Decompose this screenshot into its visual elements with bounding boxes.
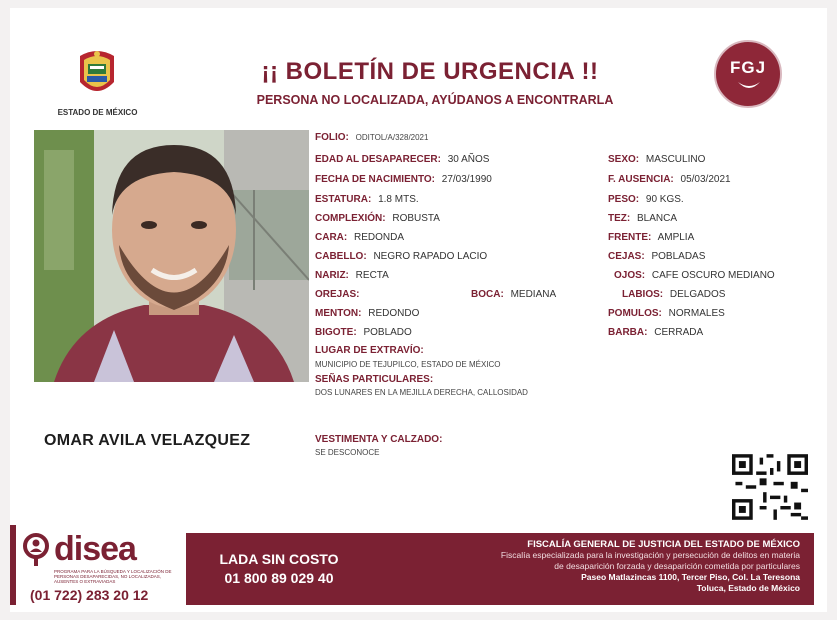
footer-bar [10, 525, 827, 605]
field-bigote [315, 327, 412, 338]
field-ausencia [608, 174, 731, 185]
odisea-wordmark: disea [54, 530, 136, 568]
field-label: PESO: [608, 194, 640, 205]
field-tez [608, 213, 677, 224]
field-label: CABELLO: [315, 251, 367, 262]
field-label: CARA: [315, 232, 348, 243]
field-label: FECHA DE NACIMIENTO: [315, 174, 435, 185]
field-label: ESTATURA: [315, 194, 372, 205]
bulletin-sheet [10, 8, 827, 612]
field-label: SEXO: [608, 154, 640, 165]
odisea-logo-block [10, 525, 178, 605]
field-value: POBLADAS [651, 251, 706, 262]
field-vestimenta [315, 434, 446, 445]
field-senas-value: DOS LUNARES EN LA MEJILLA DERECHA, CALLOSIDAD [315, 388, 528, 397]
field-menton [315, 308, 419, 319]
field-folio [315, 132, 428, 143]
fgj-logo-text: FGJ [729, 58, 767, 77]
field-edad [315, 154, 489, 165]
odisea-tagline: PROGRAMA PARA LA BÚSQUEDA Y LOCALIZACIÓN DE PERSONAS DESAPARECIDAS, NO LOCALIZADAS, AUSENTES O EXTRAVIADAS [54, 569, 172, 584]
field-peso [608, 194, 684, 205]
field-value: MEDIANA [510, 289, 557, 300]
field-value: DELGADOS [669, 289, 726, 300]
magnifier-person-icon [22, 533, 52, 567]
fiscalia-info [380, 539, 800, 594]
person-photo [34, 130, 309, 382]
state-label: ESTADO DE MÉXICO [57, 108, 138, 117]
field-value: RECTA [355, 270, 389, 281]
field-value: POBLADO [363, 327, 412, 338]
field-label: BARBA: [608, 327, 648, 338]
toll-free-number[interactable]: 01 800 89 029 40 [224, 570, 334, 586]
field-value: REDONDA [354, 232, 405, 243]
field-value: BLANCA [637, 213, 678, 224]
field-label: BIGOTE: [315, 327, 357, 338]
fiscalia-address [380, 572, 800, 594]
field-label: POMULOS: [608, 308, 662, 319]
fiscalia-desc-line: de desaparición forzada y desaparición cometida por particulares [554, 561, 800, 571]
missing-person-name: OMAR AVILA VELAZQUEZ [44, 432, 251, 449]
fgj-logo [714, 40, 782, 108]
field-sexo [608, 154, 705, 165]
odisea-accent-bar [10, 525, 16, 605]
fiscalia-description [380, 550, 800, 572]
field-cejas [608, 251, 705, 262]
fiscalia-desc-line: Fiscalía especializada para la investigación y persecución de delitos en materia [500, 550, 800, 560]
field-label: OJOS: [614, 270, 646, 281]
qr-code-icon[interactable] [732, 454, 808, 520]
field-label: EDAD AL DESAPARECER: [315, 154, 441, 165]
toll-free-label: LADA SIN COSTO [219, 551, 339, 567]
field-label: CEJAS: [608, 251, 645, 262]
field-labios [622, 289, 725, 300]
field-value: NORMALES [668, 308, 725, 319]
field-nariz [315, 270, 389, 281]
field-frente [608, 232, 694, 243]
field-barba [608, 327, 703, 338]
field-vestimenta-value: SE DESCONOCE [315, 448, 380, 457]
field-label: SEÑAS PARTICULARES: [315, 374, 434, 385]
field-label: F. AUSENCIA: [608, 174, 674, 185]
edomex-coat-of-arms-icon [72, 46, 122, 102]
eagle-emblem-icon [738, 80, 760, 92]
field-value: NEGRO RAPADO LACIO [373, 251, 488, 262]
field-label: NARIZ: [315, 270, 349, 281]
field-label: BOCA: [471, 289, 504, 300]
field-value: AMPLIA [657, 232, 695, 243]
field-lugar-value: MUNICIPIO DE TEJUPILCO, ESTADO DE MÉXICO [315, 360, 501, 369]
field-label: OREJAS: [315, 289, 360, 300]
field-value: CAFE OSCURO MEDIANO [651, 270, 775, 281]
field-ojos [614, 270, 775, 281]
field-value: 05/03/2021 [680, 174, 731, 185]
field-estatura [315, 194, 419, 205]
field-value: 90 KGS. [645, 194, 684, 205]
bulletin-title: ¡¡ BOLETÍN DE URGENCIA !! [261, 58, 599, 85]
field-label: LABIOS: [622, 289, 664, 300]
fiscalia-title: FISCALÍA GENERAL DE JUSTICIA DEL ESTADO DE MÉXICO [527, 539, 800, 550]
field-cabello [315, 251, 487, 262]
field-senas [315, 374, 437, 385]
field-label: TEZ: [608, 213, 631, 224]
field-label: VESTIMENTA Y CALZADO: [315, 434, 443, 445]
field-value: ROBUSTA [392, 213, 440, 224]
field-orejas [315, 289, 363, 300]
field-lugar [315, 345, 428, 356]
field-value: ODITOL/A/328/2021 [355, 133, 429, 142]
field-label: FOLIO: [315, 132, 349, 143]
field-label: MENTON: [315, 308, 362, 319]
field-complexion [315, 213, 440, 224]
field-label: LUGAR DE EXTRAVÍO: [315, 345, 424, 356]
field-pomulos [608, 308, 725, 319]
field-value: 27/03/1990 [441, 174, 492, 185]
field-cara [315, 232, 404, 243]
field-value: 1.8 MTS. [378, 194, 419, 205]
fiscalia-address-line: Toluca, Estado de México [696, 583, 800, 593]
field-value: MASCULINO [645, 154, 706, 165]
fiscalia-address-line: Paseo Matlazincas 1100, Tercer Piso, Col. La Teresona [581, 572, 800, 582]
field-label: FRENTE: [608, 232, 652, 243]
field-value: 30 AÑOS [447, 154, 490, 165]
field-value: REDONDO [368, 308, 420, 319]
contact-band [186, 533, 814, 605]
odisea-phone[interactable]: (01 722) 283 20 12 [30, 587, 149, 603]
field-nacimiento [315, 174, 492, 185]
field-value: CERRADA [654, 327, 704, 338]
field-label: COMPLEXIÓN: [315, 213, 386, 224]
field-boca [471, 289, 556, 300]
bulletin-subtitle: PERSONA NO LOCALIZADA, AYÚDANOS A ENCONTRARLA [256, 93, 614, 107]
